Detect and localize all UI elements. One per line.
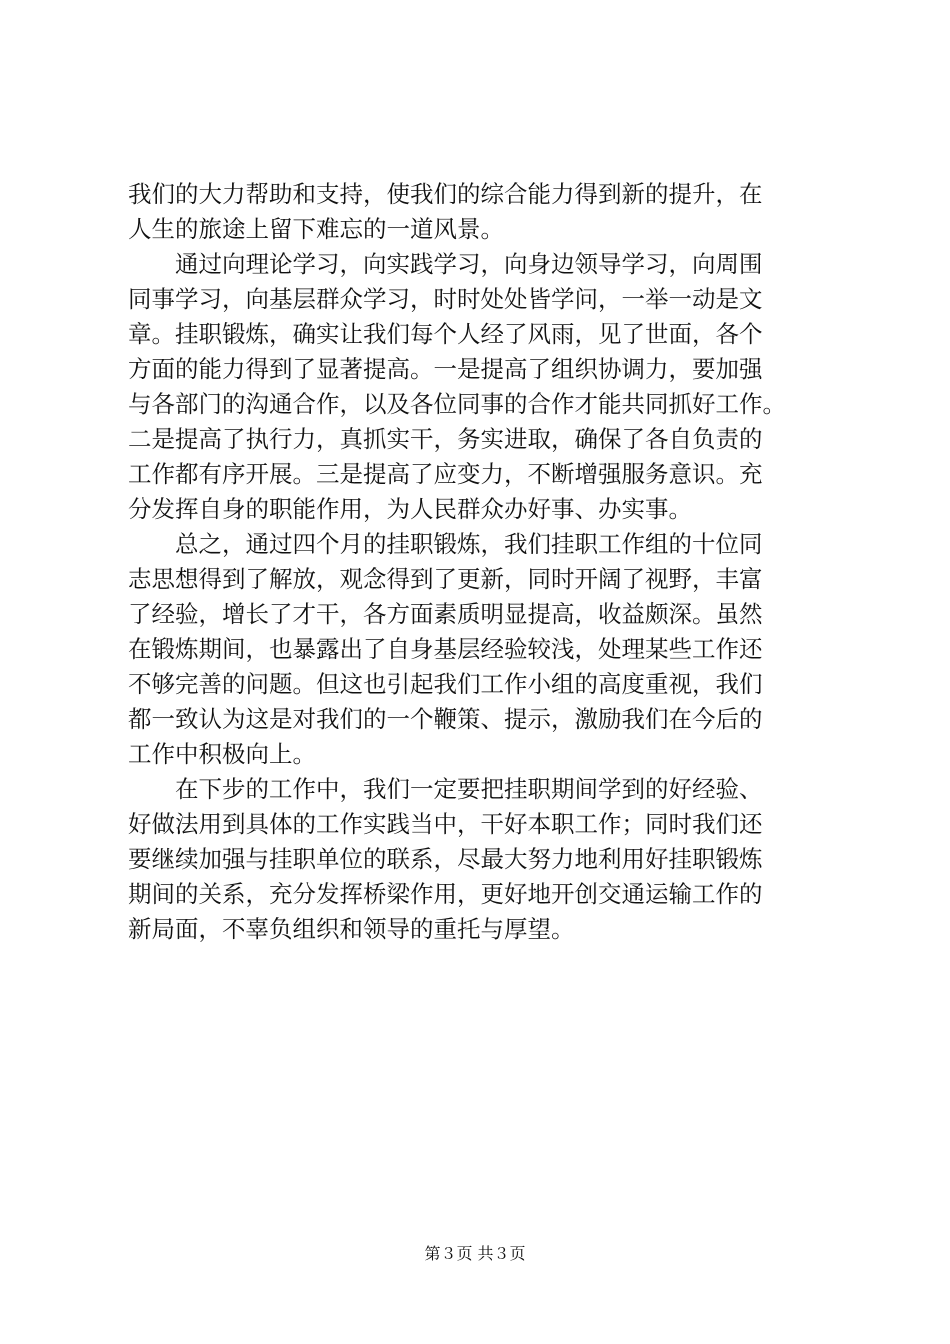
text-line: 要继续加强与挂职单位的联系，尽最大努力地利用好挂职锻炼 xyxy=(128,845,763,873)
text-line: 工作中积极向上。 xyxy=(128,740,316,768)
text-line: 方面的能力得到了显著提高。一是提高了组织协调力，要加强 xyxy=(128,355,763,383)
text-line: 了经验，增长了才干，各方面素质明显提高，收益颇深。虽然 xyxy=(128,600,763,628)
text-line: 好做法用到具体的工作实践当中，干好本职工作；同时我们还 xyxy=(128,810,763,838)
text-line: 与各部门的沟通合作，以及各位同事的合作才能共同抓好工作。 xyxy=(128,390,786,418)
text-line: 分发挥自身的职能作用，为人民群众办好事、办实事。 xyxy=(128,495,692,523)
text-line: 工作都有序开展。三是提高了应变力，不断增强服务意识。充 xyxy=(128,460,763,488)
text-line: 人生的旅途上留下难忘的一道风景。 xyxy=(128,215,504,243)
text-line: 总之，通过四个月的挂职锻炼，我们挂职工作组的十位同 xyxy=(128,530,763,558)
text-line: 志思想得到了解放，观念得到了更新，同时开阔了视野，丰富 xyxy=(128,565,763,593)
document-body xyxy=(128,177,848,947)
text-line: 都一致认为这是对我们的一个鞭策、提示，激励我们在今后的 xyxy=(128,705,763,733)
text-line: 我们的大力帮助和支持，使我们的综合能力得到新的提升，在 xyxy=(128,180,763,208)
text-line: 章。挂职锻炼，确实让我们每个人经了风雨，见了世面，各个 xyxy=(128,320,763,348)
text-line: 通过向理论学习，向实践学习，向身边领导学习，向周围 xyxy=(128,250,763,278)
page-number-footer: 第３页 共３页 xyxy=(424,1244,526,1263)
text-line: 在锻炼期间，也暴露出了自身基层经验较浅，处理某些工作还 xyxy=(128,635,763,663)
text-line: 在下步的工作中，我们一定要把挂职期间学到的好经验、 xyxy=(128,775,763,803)
text-line: 二是提高了执行力，真抓实干，务实进取，确保了各自负责的 xyxy=(128,425,763,453)
text-line: 不够完善的问题。但这也引起我们工作小组的高度重视，我们 xyxy=(128,670,763,698)
text-line: 同事学习，向基层群众学习，时时处处皆学问，一举一动是文 xyxy=(128,285,763,313)
text-line: 期间的关系，充分发挥桥梁作用，更好地开创交通运输工作的 xyxy=(128,880,763,908)
text-line: 新局面，不辜负组织和领导的重托与厚望。 xyxy=(128,915,575,943)
